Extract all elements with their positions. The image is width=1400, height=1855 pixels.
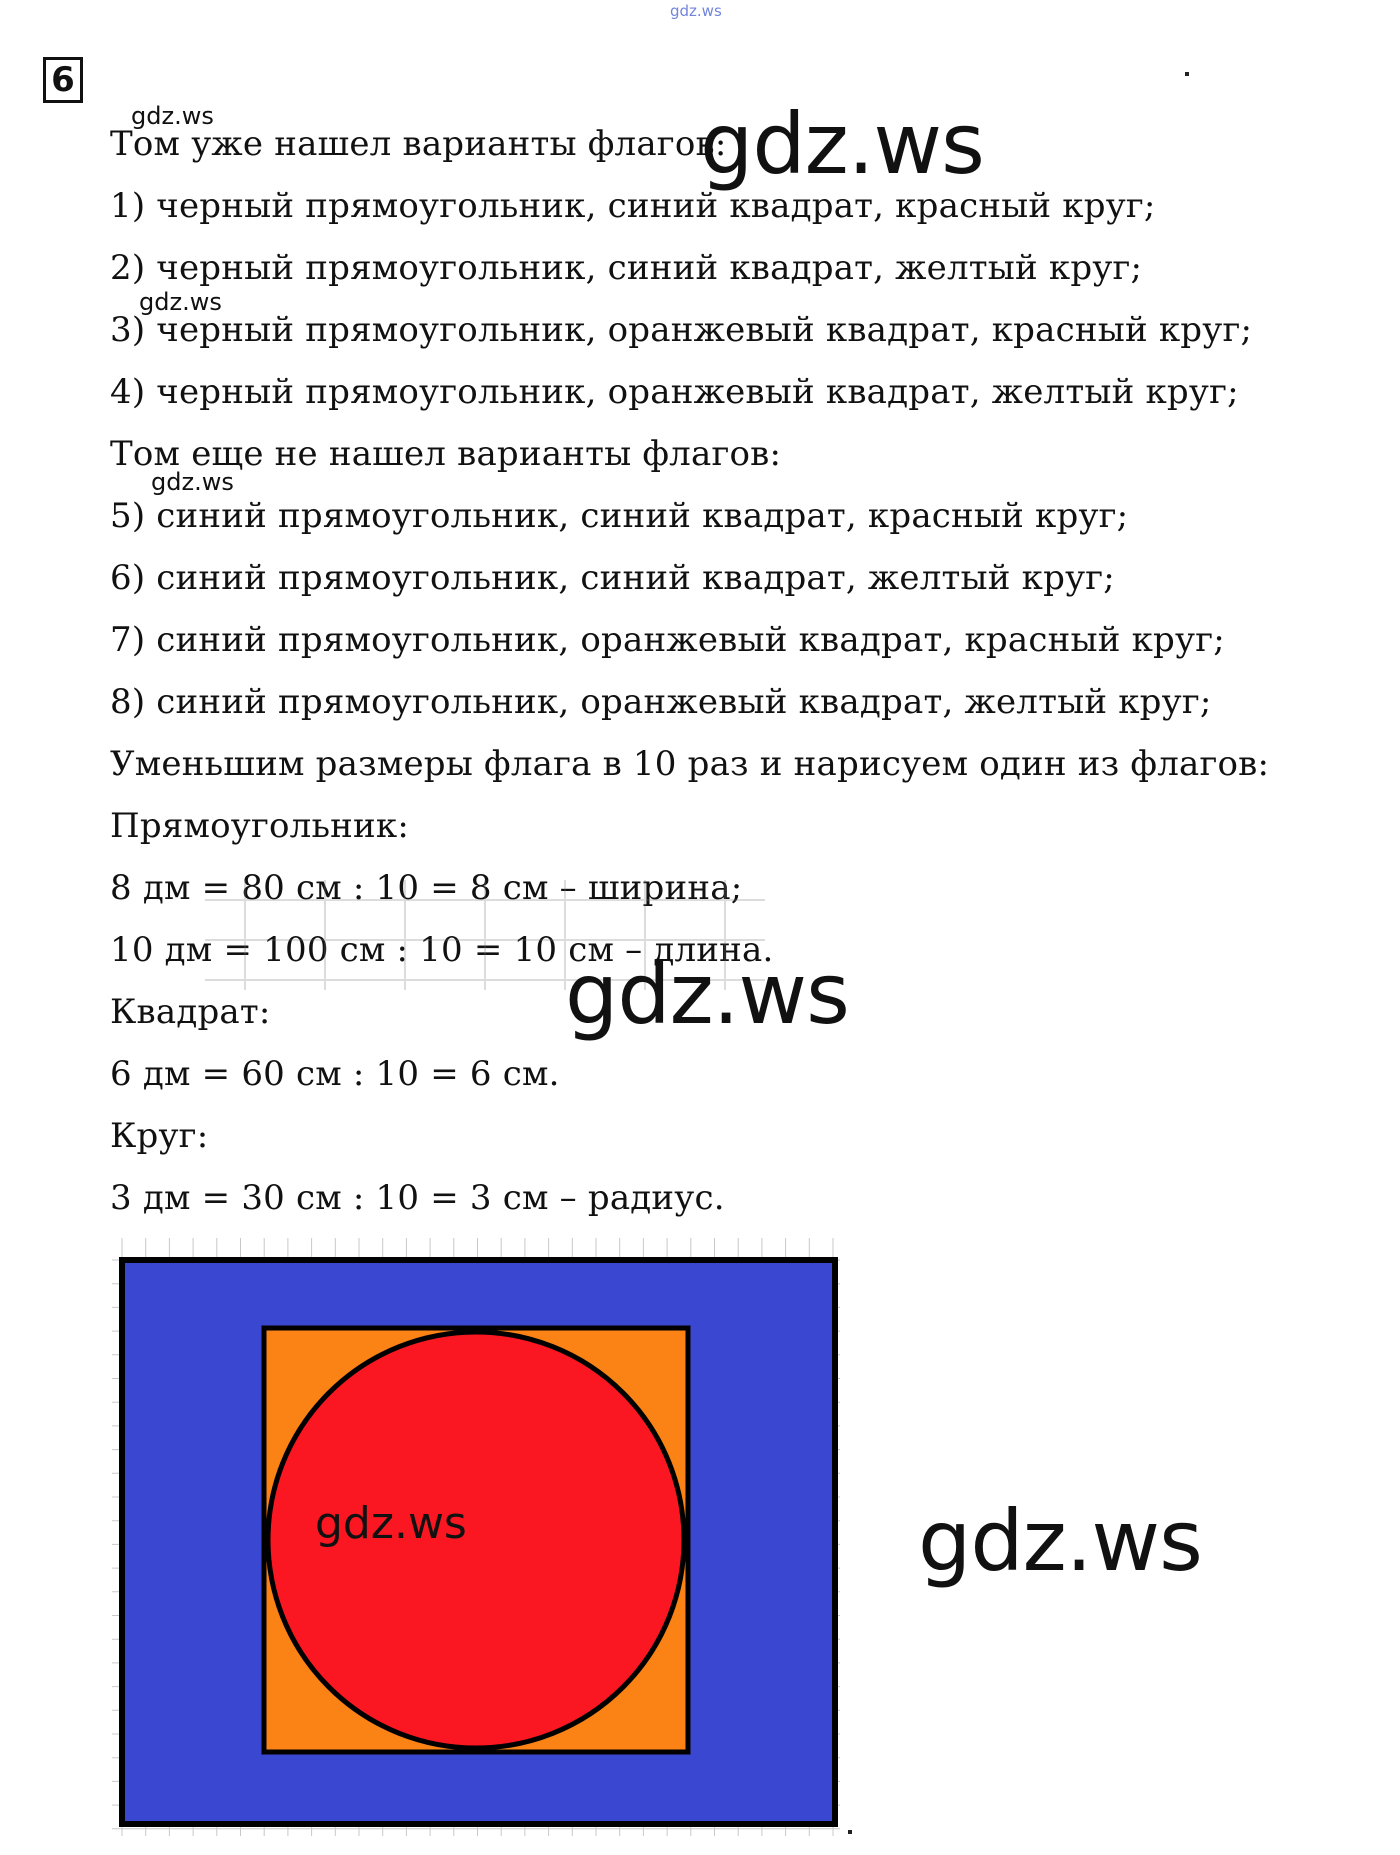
found-variant-2: 2) черный прямоугольник, синий квадрат, желтый круг; [110,248,1143,288]
missing-variant-6: 6) синий прямоугольник, синий квадрат, желтый круг; [110,558,1115,598]
watermark-small-1: gdz.ws [131,102,214,130]
solution-text [110,113,1330,1229]
square-side-line: 6 дм = 60 см : 10 = 6 см. [110,1054,560,1094]
missing-variant-7: 7) синий прямоугольник, оранжевый квадрат, красный круг; [110,620,1225,660]
top-watermark: gdz.ws [670,2,722,20]
square-heading: Квадрат: [110,992,271,1032]
watermark-small-3: gdz.ws [151,468,234,496]
found-variant-4: 4) черный прямоугольник, оранжевый квадрат, желтый круг; [110,372,1239,412]
watermark-large-2: gdz.ws [565,945,849,1043]
watermark-large-1: gdz.ws [700,95,984,193]
watermark-on-circle: gdz.ws [315,1498,467,1549]
rectangle-length-line: 10 дм = 100 см : 10 = 10 см – длина. [110,930,774,970]
end-dot [848,1830,852,1834]
missing-variant-5: 5) синий прямоугольник, синий квадрат, красный круг; [110,496,1129,536]
watermark-small-2: gdz.ws [139,288,222,316]
watermark-large-3: gdz.ws [918,1492,1202,1590]
intro-found-line: Том уже нашел варианты флагов: [110,124,727,164]
rectangle-width-line: 8 дм = 80 см : 10 = 8 см – ширина; [110,868,743,908]
found-variant-3: 3) черный прямоугольник, оранжевый квадрат, красный круг; [110,310,1253,350]
flag-drawing [112,1238,842,1838]
rectangle-heading: Прямоугольник: [110,806,410,846]
corner-dot [1185,72,1189,76]
intro-not-found-line: Том еще не нашел варианты флагов: [110,434,782,474]
task-number-badge: 6 [43,57,83,103]
missing-variant-8: 8) синий прямоугольник, оранжевый квадрат, желтый круг; [110,682,1212,722]
found-variant-1: 1) черный прямоугольник, синий квадрат, красный круг; [110,186,1156,226]
flag-svg [112,1238,842,1838]
circle-heading: Круг: [110,1116,209,1156]
scale-down-line: Уменьшим размеры флага в 10 раз и нарисуем один из флагов: [110,744,1270,784]
circle-radius-line: 3 дм = 30 см : 10 = 3 см – радиус. [110,1178,725,1218]
